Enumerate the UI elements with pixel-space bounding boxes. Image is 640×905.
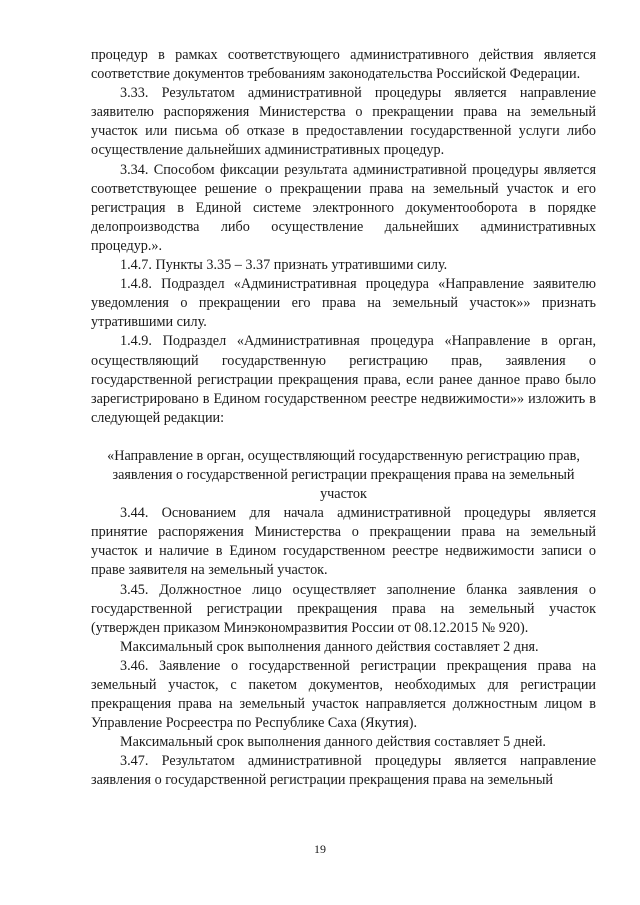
paragraph: 1.4.7. Пункты 3.35 – 3.37 признать утратившими силу. [120, 257, 448, 274]
paragraph: 3.46. Заявление о государственной регистрации прекращения права на земельный участок, с пакетом документов, необходимых для регистрации прекращения права на земельный участок направляется должностным лицом в Управление Росреестра по Республике Саха (Якутия). [91, 657, 596, 732]
paragraph: процедур в рамках соответствующего административного действия является соответствие документов требованиям законодательства Российской Федерации. [91, 47, 596, 83]
paragraph: Максимальный срок выполнения данного действия составляет 2 дня. [120, 638, 539, 655]
paragraph: Максимальный срок выполнения данного действия составляет 5 дней. [120, 734, 546, 751]
paragraph: 3.44. Основанием для начала административной процедуры является принятие распоряжения Министерства о прекращении права на земельный участок и наличие в Едином государственном реестре недвижимости записи о праве заявителя на земельный участок. [91, 505, 596, 579]
section-heading: «Направление в орган, осуществляющий государственную регистрацию прав, заявления о государственной регистрации прекращения права на земельный участок [107, 447, 580, 503]
paragraph: 3.45. Должностное лицо осуществляет заполнение бланка заявления о государственной регистрации прекращения права на земельный участок (утвержден приказом Минэкономразвития России от 08.12.2015 № 920). [91, 581, 596, 636]
paragraph: 3.33. Результатом административной процедуры является направление заявителю распоряжения Министерства о прекращении права на земельный участок или письма об отказе в предоставлении государственной услуги либо осуществление дальнейших административных процедур. [91, 85, 596, 159]
paragraph: 3.34. Способом фиксации результата административной процедуры является соответствующее решение о прекращении права на земельный участок и его регистрация в Единой системе электронного документооборота в порядке делопроизводства либо осуществление дальнейших административных процедур.». [91, 161, 596, 254]
paragraph: 1.4.9. Подраздел «Административная процедура «Направление в орган, осуществляющий государственную регистрацию прав, заявления о государственной регистрации прекращения права, если ранее данное право было зарегистрировано в Едином государственном реестре недвижимости»» изложить в следующей редакции: [91, 333, 596, 426]
paragraph: 1.4.8. Подраздел «Административная процедура «Направление заявителю уведомления о прекращении его права на земельный участок»» признать утратившими силу. [91, 276, 596, 331]
page-number: 19 [314, 842, 326, 856]
document-body [91, 46, 596, 791]
paragraph: 3.47. Результатом административной процедуры является направление заявления о государственной регистрации прекращения права на земельный [91, 753, 596, 789]
